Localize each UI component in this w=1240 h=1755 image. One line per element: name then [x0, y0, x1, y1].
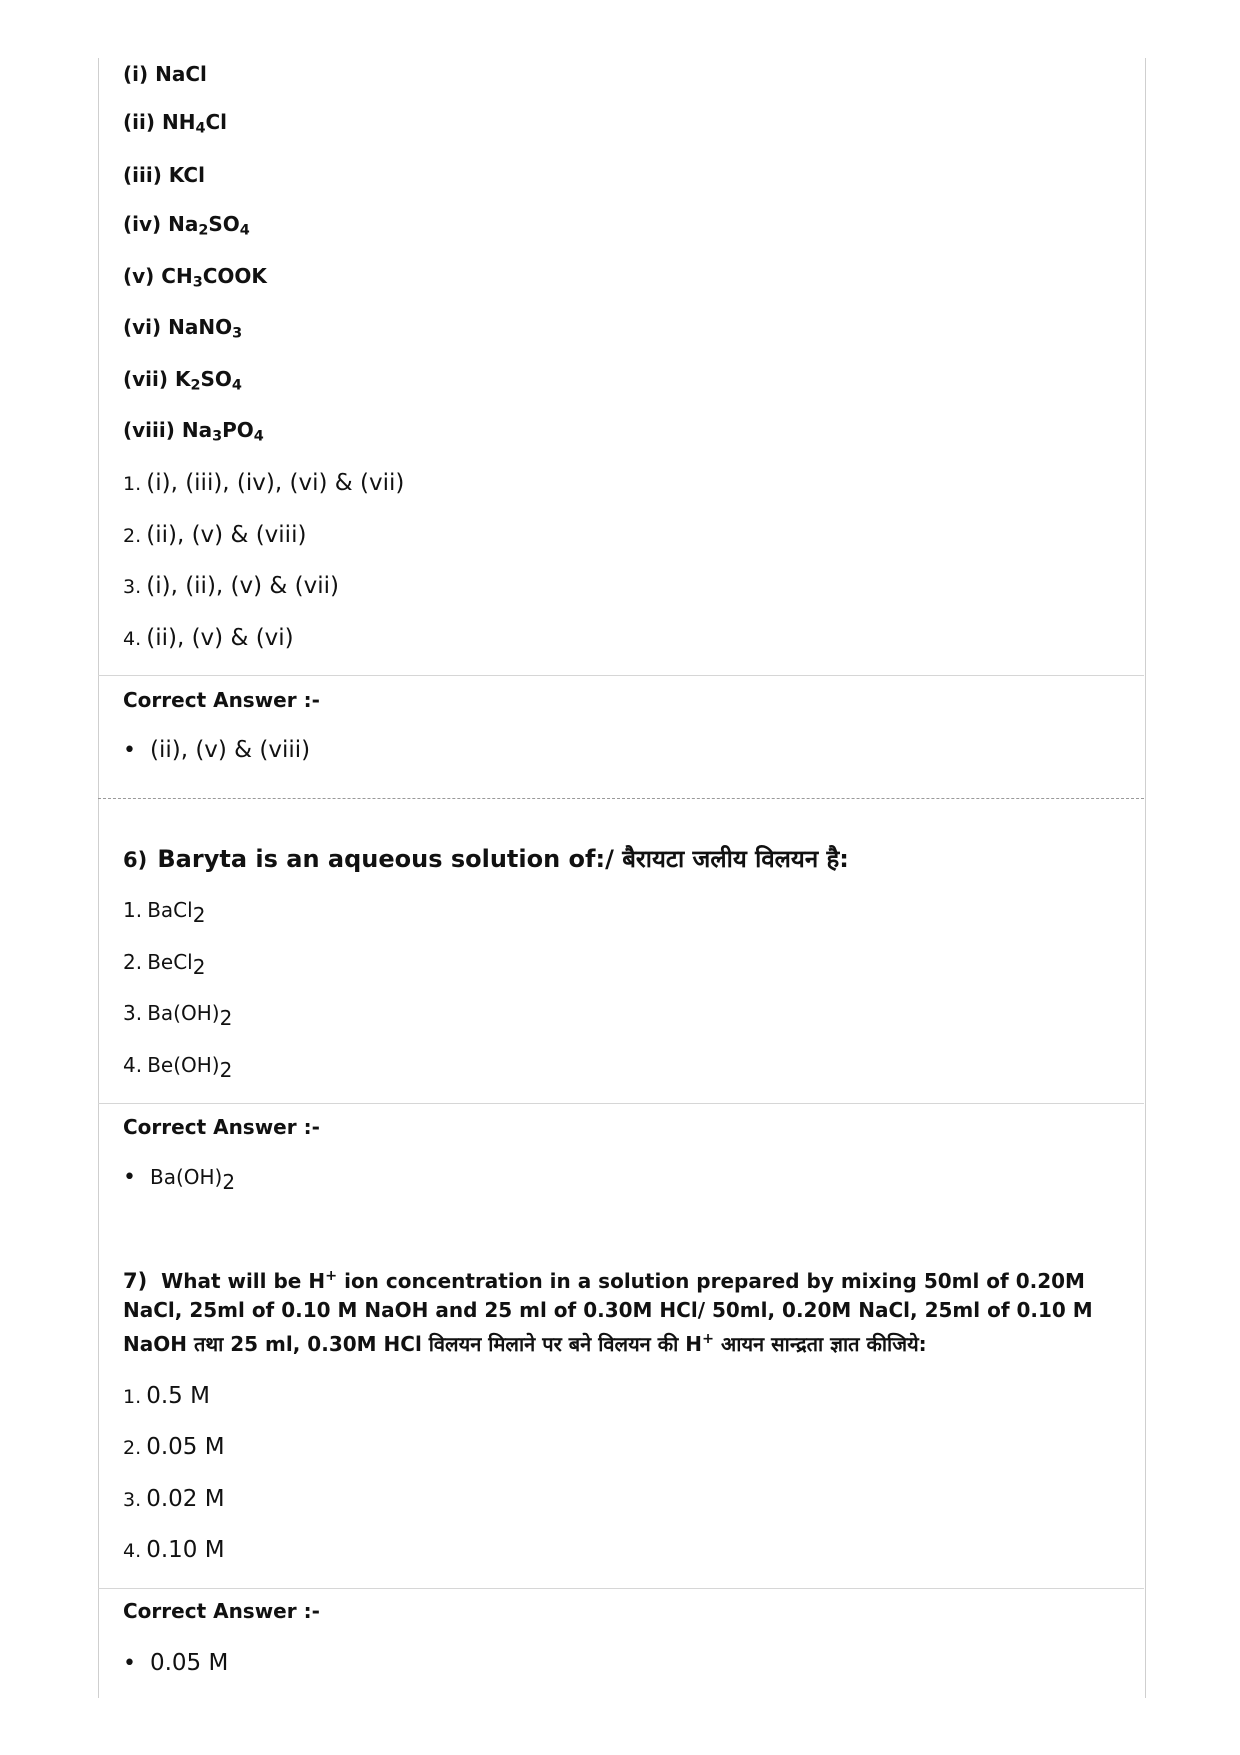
- q5-item: (v) $CH_3COOK$: [123, 264, 267, 291]
- q5-item: (i) NaCl: [123, 62, 207, 86]
- q5-item: (vii) $K_2SO_4$: [123, 367, 242, 394]
- q6-option-3: 3. $Ba(OH)_2$: [123, 1001, 233, 1030]
- divider: [98, 675, 1144, 676]
- correct-answer: • 0.05 M: [123, 1650, 229, 1676]
- q5-option-1: 1. (i), (iii), (iv), (vi) & (vii): [123, 470, 405, 496]
- correct-answer-label: Correct Answer :-: [123, 1599, 320, 1623]
- divider: [98, 1103, 1144, 1104]
- q7-option-2: 2. 0.05 M: [123, 1434, 225, 1460]
- q5-item: (viii) $Na_3PO_4$: [123, 418, 264, 445]
- q5-item: (iv) $Na_2SO_4$: [123, 212, 250, 239]
- question-frame: [98, 58, 1146, 1698]
- correct-answer: • $Ba(OH)_2$: [123, 1165, 236, 1194]
- q7-option-1: 1. 0.5 M: [123, 1383, 210, 1409]
- q7-question: 7) What will be H+ ion concentration in a solution prepared by mixing 50ml of 0.20M NaCl, 25ml of 0.10 M NaOH and 25 ml of 0.30M HCl/ 50ml, 0.20M NaCl, 25ml of 0.10 M NaOH तथा 25 ml, 0.30M HCl विलयन मिलाने पर बने विलयन की H+ आयन सान्द्रता ज्ञात कीजिये:: [123, 1268, 1093, 1356]
- q7-option-4: 4. 0.10 M: [123, 1537, 225, 1563]
- correct-answer-label: Correct Answer :-: [123, 688, 320, 712]
- correct-answer-label: Correct Answer :-: [123, 1115, 320, 1139]
- q7-option-3: 3. 0.02 M: [123, 1486, 225, 1512]
- q6-option-1: 1. BaCl$_2$: [123, 898, 206, 927]
- q5-option-3: 3. (i), (ii), (v) & (vii): [123, 573, 339, 599]
- divider: [98, 1588, 1144, 1589]
- q5-option-2: 2. (ii), (v) & (viii): [123, 522, 307, 548]
- q5-item: (ii) $NH_4Cl$: [123, 110, 227, 137]
- q6-option-4: 4. $Be(OH)_2$: [123, 1053, 233, 1082]
- q6-option-2: 2. BeCl$_2$: [123, 950, 206, 979]
- q5-item: (iii) KCl: [123, 163, 205, 187]
- correct-answer: • (ii), (v) & (viii): [123, 737, 311, 763]
- q6-question: 6) Baryta is an aqueous solution of:/ बैरायटा जलीय विलयन है:: [123, 845, 849, 873]
- question-divider: [98, 798, 1144, 799]
- q5-option-4: 4. (ii), (v) & (vi): [123, 625, 294, 651]
- q5-item: (vi) NaNO$_3$: [123, 315, 243, 342]
